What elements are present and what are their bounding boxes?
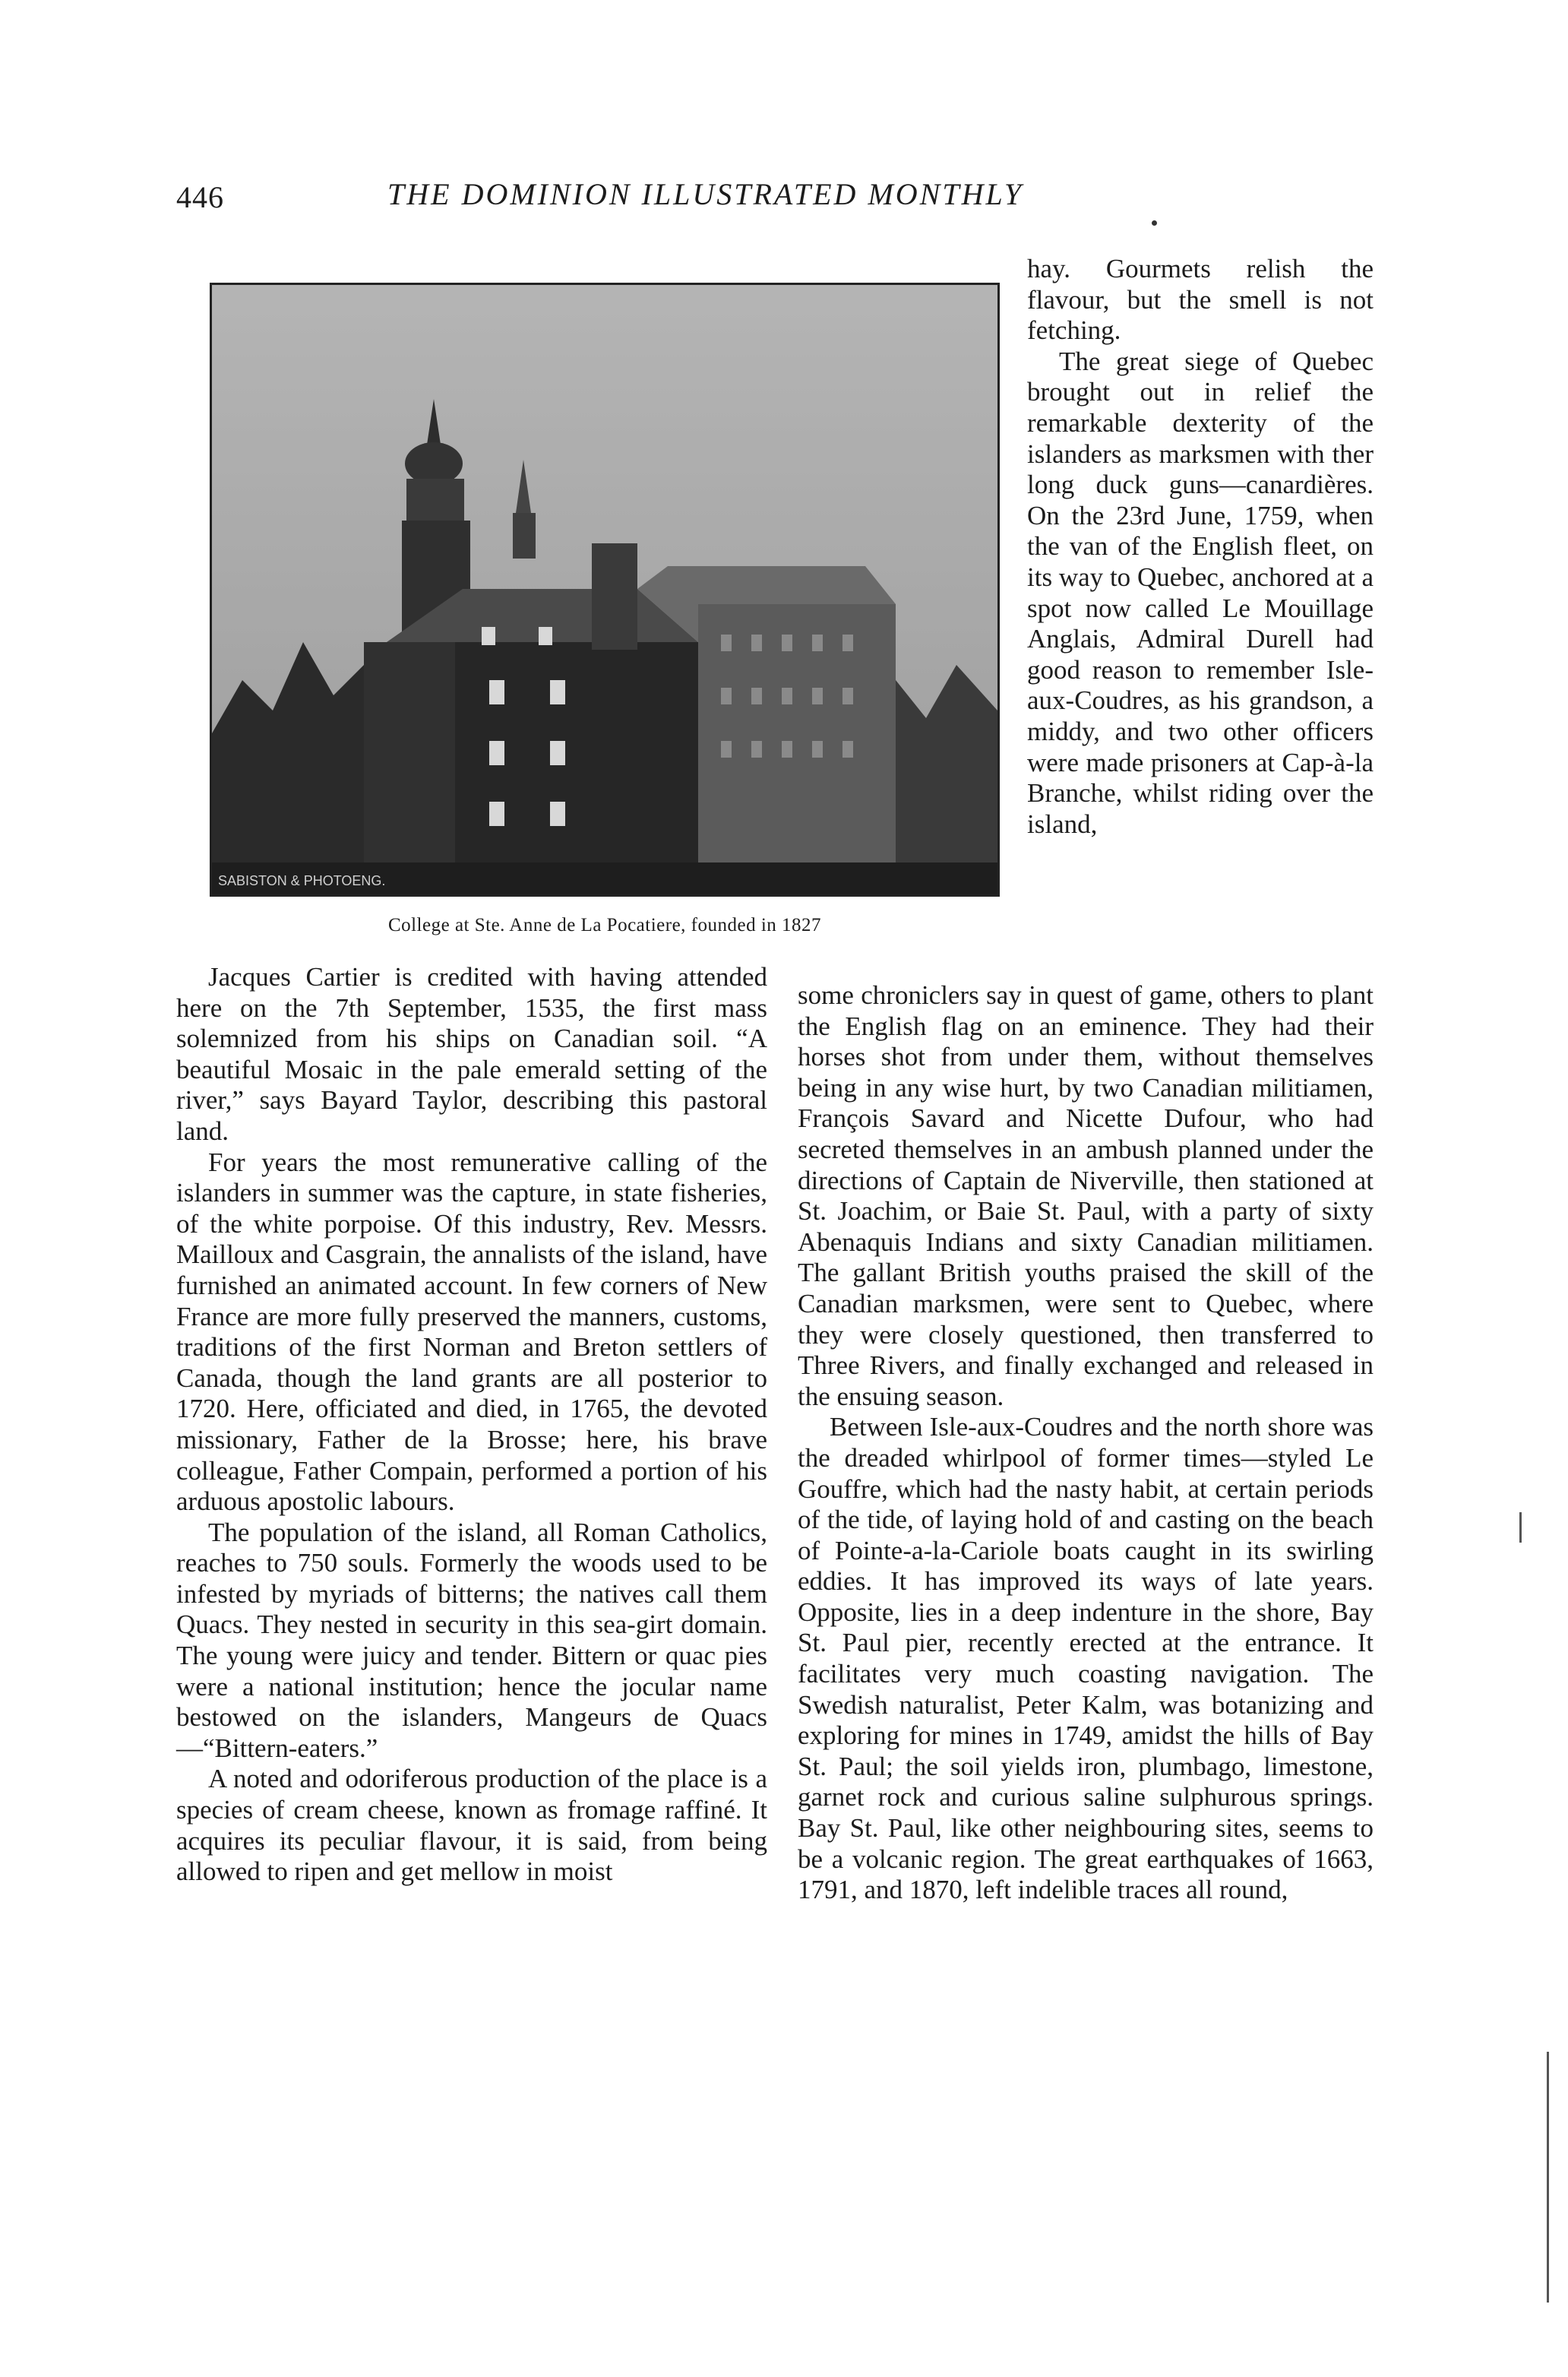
margin-scan-mark — [1519, 1512, 1522, 1543]
paragraph: Jacques Cartier is credited with having attended here on the 7th September, 1535, the first mass solemnized from his ships on Canadian soil. “A beautiful Mosaic in the pale emerald setting of the river,” says Bayard Taylor, describing this pastoral land. — [176, 962, 767, 1146]
text-column-right — [798, 980, 1374, 1906]
paragraph: some chroniclers say in quest of game, others to plant the English flag on an eminence. They had their horses shot from under them, without themselves being in any wise hurt, by two Canadian militiamen, François Savard and Nicette Dufour, who had secreted themselves in an ambush planned under the directions of Captain de Niverville, then stationed at St. Joachim, or Baie St. Paul, with a party of sixty Abenaquis Indians and sixty Canadian militiamen. The gallant British youths praised the skill of the Canadian marksmen, were sent to Quebec, where they were closely questioned, then transferred to Three Rivers, and finally exchanged and released in the ensuing season. — [798, 980, 1374, 1411]
text-column-left — [176, 962, 767, 1888]
paragraph: The great siege of Quebec brought out in relief the remarkable dexterity of the islanders as marksmen with ther long duck guns—canardières. On the 23rd June, 1759, when the van of the English fleet, on its way to Quebec, anchored at a spot now called Le Mouillage Anglais, Admiral Durell had good reason to remember Isle-aux-Coudres, as his grandson, a middy, and two other officers were made prisoners at Cap-à-la Branche, whilst riding over the island, — [1027, 346, 1374, 839]
page-number: 446 — [176, 180, 224, 214]
ornament-dot — [1152, 220, 1157, 226]
paragraph: hay. Gourmets relish the flavour, but the smell is not fetching. — [1027, 254, 1374, 346]
text-column-top-right — [1027, 254, 1374, 840]
running-title: THE DOMINION ILLUSTRATED MONTHLY — [387, 177, 1024, 211]
margin-scan-mark — [1547, 2052, 1549, 2303]
college-photograph — [210, 283, 1000, 897]
figure-caption: College at Ste. Anne de La Pocatiere, founded in 1827 — [387, 915, 822, 935]
college-building-illustration — [212, 285, 997, 894]
paragraph: The population of the island, all Roman Catholics, reaches to 750 souls. Formerly the woods used to be infested by myriads of bitterns; the natives call them Quacs. They nested in security in this sea-girt domain. The young were juicy and tender. Bittern or quac pies were a national institution; hence the jocular name bestowed on the islanders, Mangeurs de Quacs—“Bittern-eaters.” — [176, 1517, 767, 1763]
paragraph: For years the most remunerative calling of the islanders in summer was the capture, in state fisheries, of the white porpoise. Of this industry, Rev. Messrs. Mailloux and Casgrain, the annalists of the island, have furnished an animated account. In few corners of New France are more fully preserved the manners, customs, traditions of the first Norman and Breton settlers of Canada, though the land grants are all posterior to 1720. Here, officiated and died, in 1765, the devoted missionary, Father de la Brosse; here, his brave colleague, Father Compain, performed a portion of his arduous apostolic labours. — [176, 1147, 767, 1517]
paragraph: A noted and odoriferous production of the place is a species of cream cheese, known as fromage raffiné. It acquires its peculiar flavour, it is said, from being allowed to ripen and get mellow in moist — [176, 1764, 767, 1887]
paragraph: Between Isle-aux-Coudres and the north shore was the dreaded whirlpool of former times—styled Le Gouffre, which had the nasty habit, at certain periods of the tide, of laying hold of and casting on the beach of Pointe-a-la-Cariole boats caught in its swirling eddies. It has improved its ways of late years. Opposite, lies in a deep indenture in the shore, Bay St. Paul pier, recently erected at the entrance. It facilitates very much coasting navigation. The Swedish naturalist, Peter Kalm, was botanizing and exploring for mines in 1749, amidst the hills of Bay St. Paul; the soil yields iron, plumbago, limestone, garnet rock and curious saline sulphurous springs. Bay St. Paul, like other neighbouring sites, seems to be a volcanic region. The great earthquakes of 1663, 1791, and 1870, left indelible traces all round, — [798, 1412, 1374, 1905]
photo-credit: SABISTON & PHOTOENG. — [218, 873, 386, 888]
